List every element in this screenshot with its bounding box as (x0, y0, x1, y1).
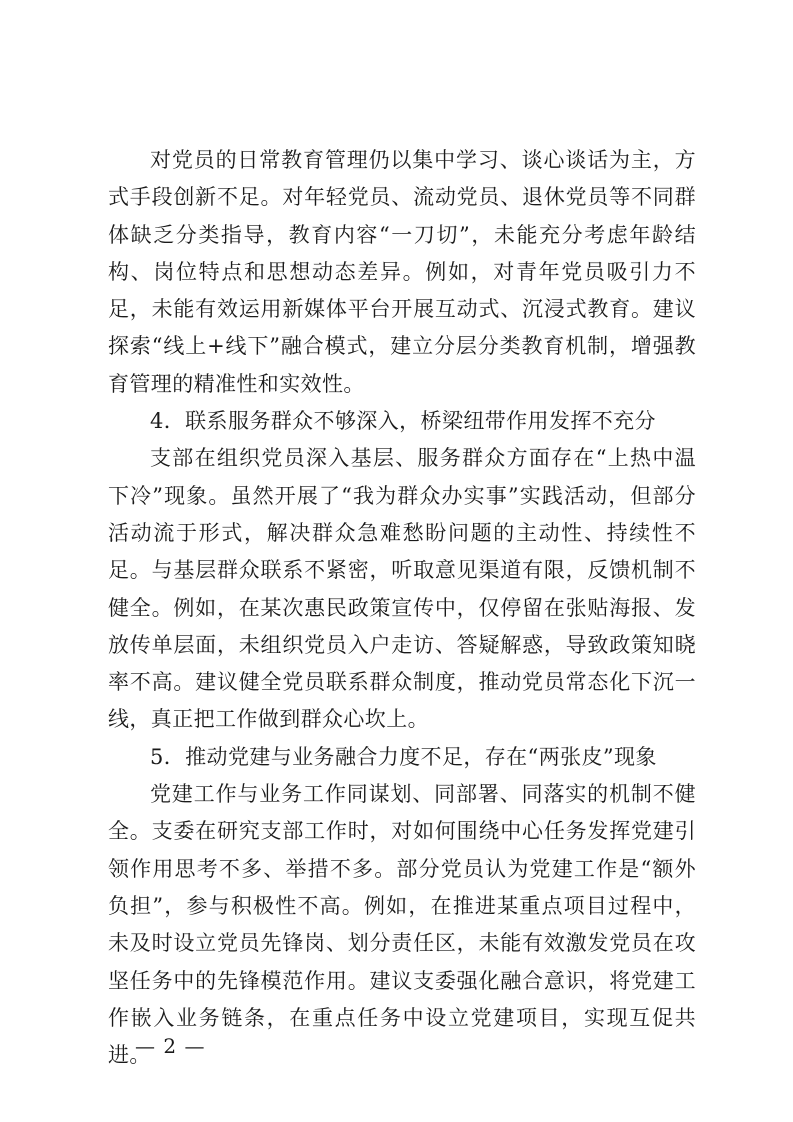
paragraph-party-business-integration: 党建工作与业务工作同谋划、同部署、同落实的机制不健全。支委在研究支部工作时，对如何围绕中心任务发挥党建引领作用思考不多、举措不多。部分党员认为党建工作是“额外负担”，参与积极性不高。例如，在推进某重点项目过程中，未及时设立党员先锋岗、划分责任区，未能有效激发党员在攻坚任务中的先锋模范作用。建议支委强化融合意识，将党建工作嵌入业务链条，在重点任务中设立党建项目，实现互促共进。 (108, 782, 697, 1068)
document-body (108, 142, 696, 1074)
section-heading-4: 4．联系服务群众不够深入，桥梁纽带作用发挥不充分 (150, 409, 656, 434)
paragraph-education-management: 对党员的日常教育管理仍以集中学习、谈心谈话为主，方式手段创新不足。对年轻党员、流动党员、退休党员等不同群体缺乏分类指导，教育内容“一刀切”，未能充分考虑年龄结构、岗位特点和思想动态差异。例如，对青年党员吸引力不足，未能有效运用新媒体平台开展互动式、沉浸式教育。建议探索“线上+线下”融合模式，建立分层分类教育机制，增强教育管理的精准性和实效性。 (108, 148, 696, 396)
section-heading-5: 5．推动党建与业务融合力度不足，存在“两张皮”现象 (150, 744, 657, 769)
page-number: — 2 — (135, 1034, 206, 1058)
paragraph-serving-masses: 支部在组织党员深入基层、服务群众方面存在“上热中温下冷”现象。虽然开展了“我为群众办实事”实践活动，但部分活动流于形式，解决群众急难愁盼问题的主动性、持续性不足。与基层群众联系不紧密，听取意见渠道有限，反馈机制不健全。例如，在某次惠民政策宣传中，仅停留在张贴海报、发放传单层面，未组织党员入户走访、答疑解惑，导致政策知晓率不高。建议健全党员联系群众制度，推动党员常态化下沉一线，真正把工作做到群众心坎上。 (108, 446, 696, 732)
